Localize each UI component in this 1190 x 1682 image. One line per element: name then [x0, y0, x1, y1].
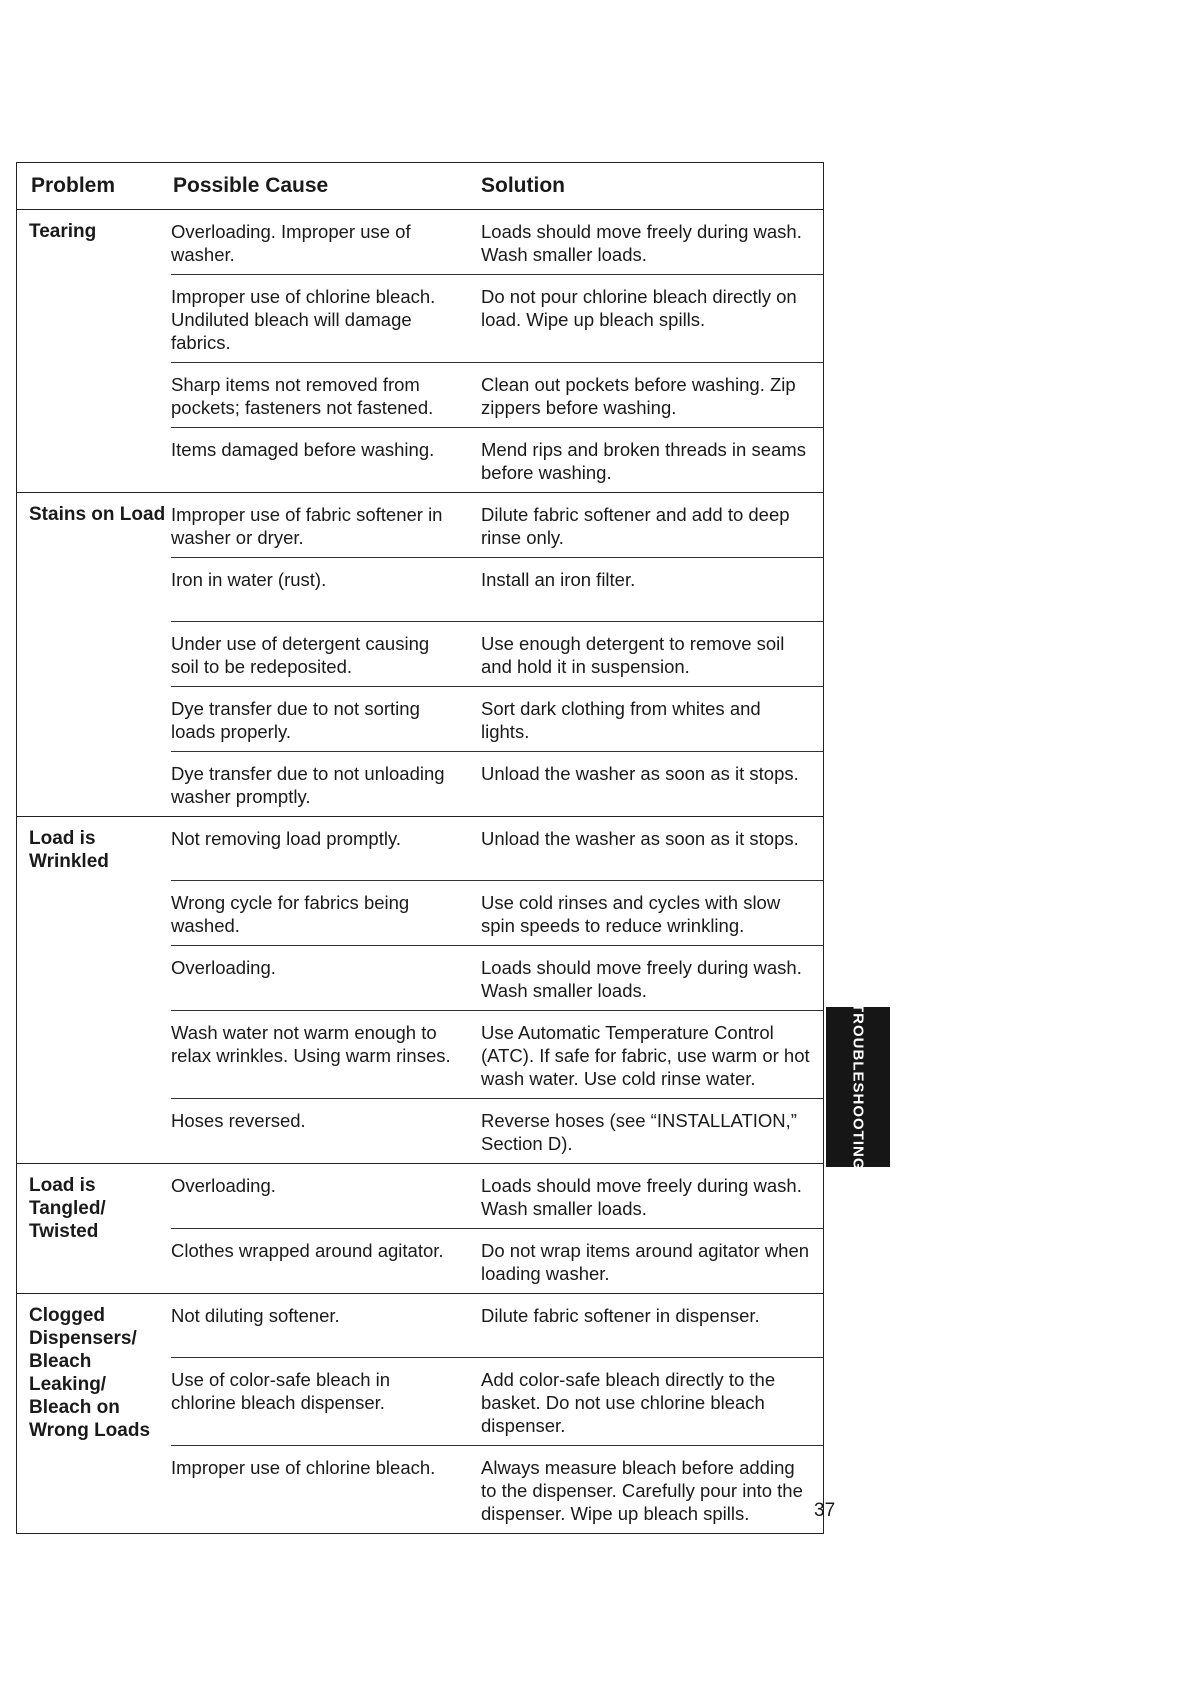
- table-row: [171, 275, 823, 363]
- solution-cell: Unload the washer as soon as it stops.: [481, 828, 799, 849]
- solution-cell: Use Automatic Temperature Control (ATC). If safe for fabric, use warm or hot wash water. Use cold rinse water.: [481, 1022, 810, 1089]
- problem-group: [17, 1294, 823, 1534]
- solution-cell: Install an iron filter.: [481, 569, 636, 590]
- header-problem: Problem: [31, 174, 116, 197]
- cause-cell: Items damaged before washing.: [171, 439, 435, 460]
- table-row: [171, 752, 823, 816]
- cause-cell: Clothes wrapped around agitator.: [171, 1240, 444, 1261]
- cause-cell: Improper use of chlorine bleach.: [171, 1457, 436, 1478]
- problem-label: Stains on Load: [29, 504, 166, 525]
- cause-cell: Wrong cycle for fabrics being washed.: [171, 892, 410, 936]
- problem-label: Clogged Dispensers/ Bleach Leaking/ Bleach on Wrong Loads: [29, 1305, 151, 1441]
- solution-cell: Use enough detergent to remove soil and hold it in suspension.: [481, 633, 785, 677]
- troubleshooting-table: [16, 162, 824, 1534]
- solution-cell: Do not pour chlorine bleach directly on load. Wipe up bleach spills.: [481, 286, 797, 330]
- cause-cell: Improper use of chlorine bleach. Undiluted bleach will damage fabrics.: [171, 286, 436, 353]
- problem-group: [17, 210, 823, 493]
- cause-cell: Hoses reversed.: [171, 1110, 306, 1131]
- table-row: [171, 817, 823, 881]
- problem-label: Load is Wrinkled: [29, 828, 109, 872]
- table-row: [171, 1099, 823, 1163]
- cause-cell: Dye transfer due to not sorting loads properly.: [171, 698, 420, 742]
- table-row: [171, 622, 823, 687]
- solution-cell: Add color-safe bleach directly to the basket. Do not use chlorine bleach dispenser.: [481, 1369, 776, 1436]
- solution-cell: Sort dark clothing from whites and lights.: [481, 698, 761, 742]
- cause-cell: Overloading.: [171, 1175, 276, 1196]
- solution-cell: Dilute fabric softener and add to deep rinse only.: [481, 504, 790, 548]
- table-row: [171, 558, 823, 622]
- solution-cell: Reverse hoses (see “INSTALLATION,” Section D).: [481, 1110, 797, 1154]
- solution-cell: Loads should move freely during wash. Wash smaller loads.: [481, 1175, 802, 1219]
- solution-cell: Always measure bleach before adding to the dispenser. Carefully pour into the dispenser. Wipe up bleach spills.: [481, 1457, 803, 1524]
- header-solution: Solution: [481, 174, 565, 197]
- table-row: [171, 1358, 823, 1446]
- table-row: [171, 1011, 823, 1099]
- section-tab: [826, 1003, 890, 1171]
- table-row: [171, 881, 823, 946]
- cause-cell: Sharp items not removed from pockets; fasteners not fastened.: [171, 374, 434, 418]
- problem-group: [17, 493, 823, 817]
- table-row: [171, 493, 823, 558]
- cause-cell: Wash water not warm enough to relax wrinkles. Using warm rinses.: [171, 1022, 451, 1066]
- cause-cell: Use of color-safe bleach in chlorine bleach dispenser.: [171, 1369, 391, 1413]
- problem-group: [17, 1164, 823, 1294]
- cause-cell: Dye transfer due to not unloading washer promptly.: [171, 763, 445, 807]
- table-header: [17, 163, 823, 210]
- solution-cell: Clean out pockets before washing. Zip zippers before washing.: [481, 374, 796, 418]
- table-row: [171, 1164, 823, 1229]
- solution-cell: Dilute fabric softener in dispenser.: [481, 1305, 760, 1326]
- table-row: [171, 428, 823, 492]
- table-row: [171, 1446, 823, 1533]
- solution-cell: Loads should move freely during wash. Wash smaller loads.: [481, 221, 802, 265]
- table-row: [171, 363, 823, 428]
- cause-cell: Overloading. Improper use of washer.: [171, 221, 411, 265]
- cause-cell: Not removing load promptly.: [171, 828, 401, 849]
- table-row: [171, 210, 823, 275]
- solution-cell: Mend rips and broken threads in seams before washing.: [481, 439, 806, 483]
- solution-cell: Loads should move freely during wash. Wash smaller loads.: [481, 957, 802, 1001]
- cause-cell: Under use of detergent causing soil to be redeposited.: [171, 633, 430, 677]
- problem-label: Load is Tangled/ Twisted: [29, 1175, 106, 1242]
- problem-label: Tearing: [29, 221, 97, 242]
- problem-group: [17, 817, 823, 1164]
- solution-cell: Do not wrap items around agitator when loading washer.: [481, 1240, 810, 1284]
- table-row: [171, 687, 823, 752]
- cause-cell: Not diluting softener.: [171, 1305, 340, 1326]
- cause-cell: Improper use of fabric softener in washer or dryer.: [171, 504, 443, 548]
- section-tab-label: TROUBLESHOOTING: [849, 1003, 867, 1171]
- cause-cell: Iron in water (rust).: [171, 569, 327, 590]
- solution-cell: Unload the washer as soon as it stops.: [481, 763, 799, 784]
- table-row: [171, 1229, 823, 1293]
- header-cause: Possible Cause: [173, 174, 329, 197]
- cause-cell: Overloading.: [171, 957, 276, 978]
- table-row: [171, 1294, 823, 1358]
- solution-cell: Use cold rinses and cycles with slow spin speeds to reduce wrinkling.: [481, 892, 781, 936]
- page-number: 37: [814, 1500, 836, 1521]
- table-row: [171, 946, 823, 1011]
